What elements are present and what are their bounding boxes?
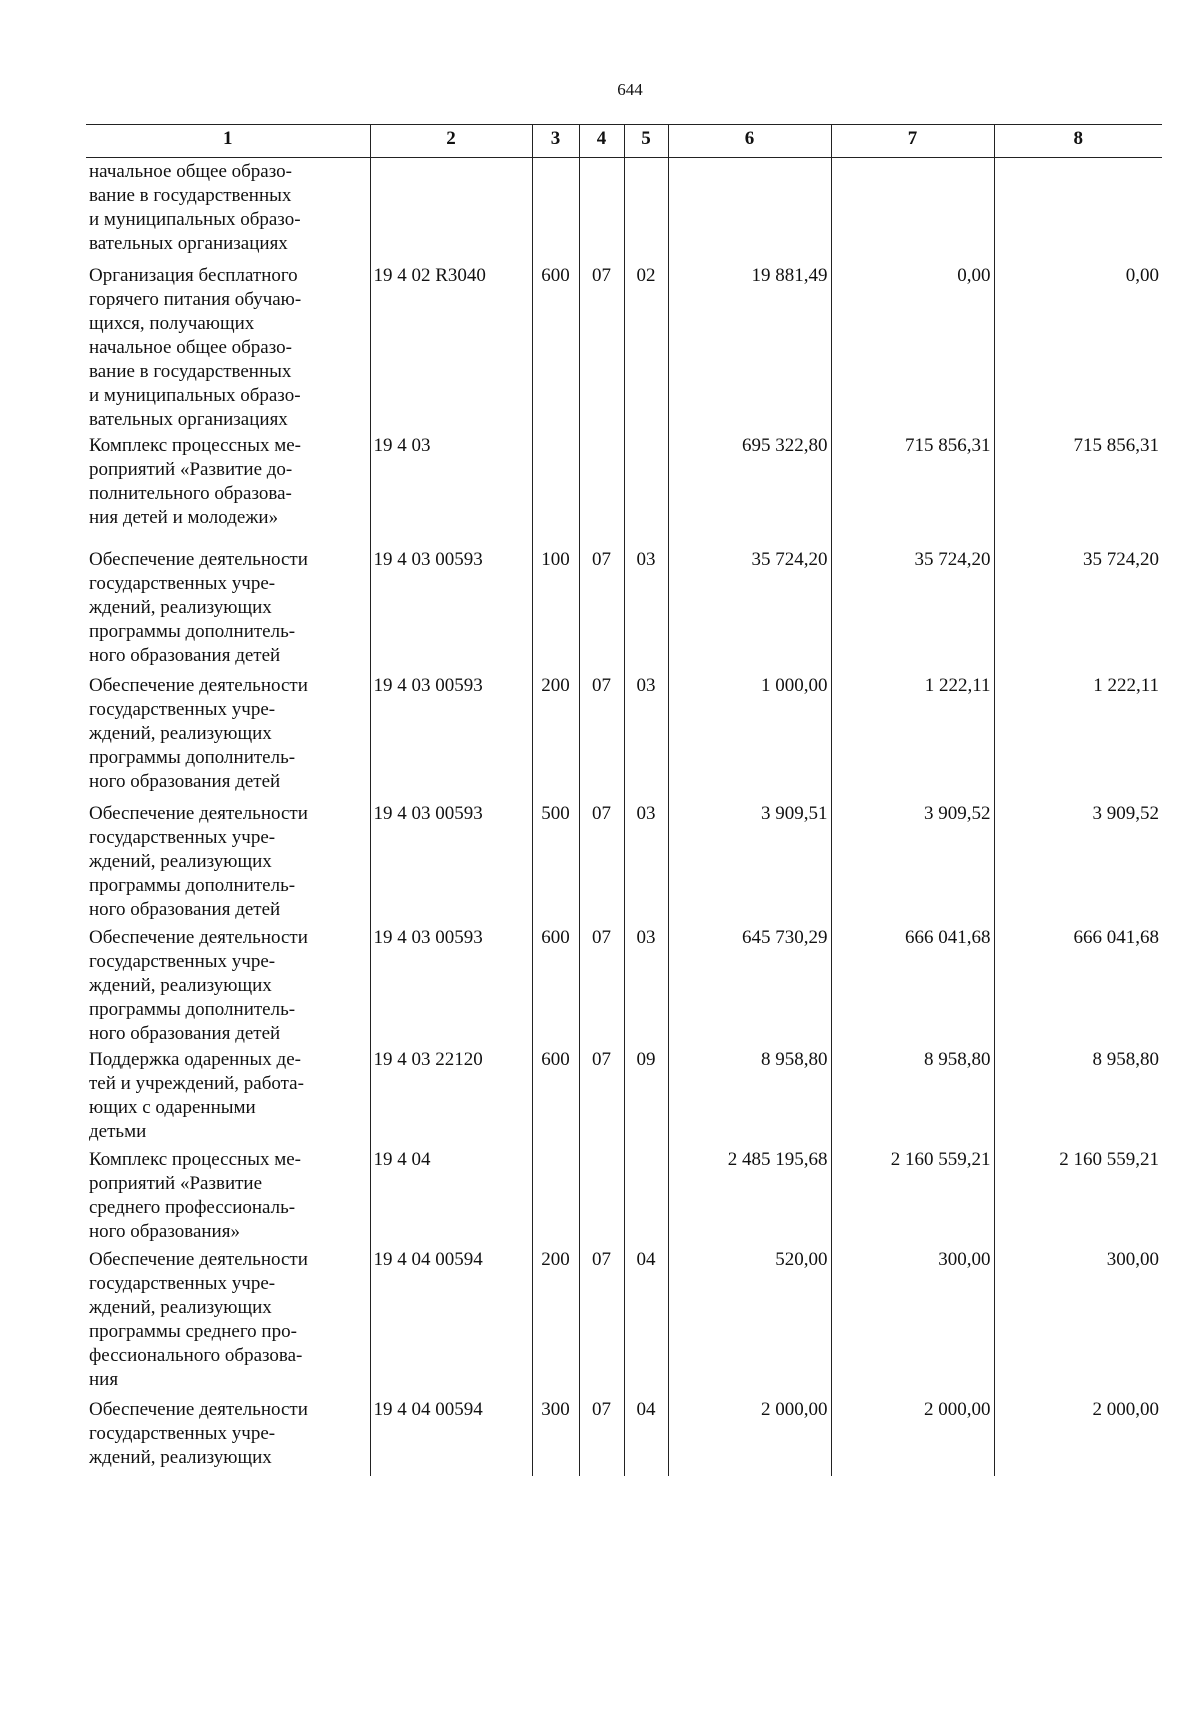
table-row [86,672,1162,800]
row-name-line: и муниципальных образо- [89,209,301,230]
row-col4-cell: 07 [579,1396,624,1476]
row-col3-cell: 200 [532,1246,579,1396]
row-col5-cell: 03 [624,924,668,1046]
row-col3-cell [532,158,579,262]
row-col6-cell: 1 000,00 [668,672,831,800]
row-col7-cell: 2 000,00 [831,1396,994,1476]
row-col4-cell: 07 [579,1046,624,1146]
row-code-cell: 19 4 04 00594 [370,1396,532,1476]
row-name-line: программы среднего про- [89,1320,297,1342]
row-col5-cell: 04 [624,1246,668,1396]
row-name-line: ждений, реализующих [89,974,272,996]
row-col5-cell: 03 [624,800,668,924]
row-name-line: государственных учре- [89,1272,276,1294]
row-col6-cell: 19 881,49 [668,262,831,432]
row-col8-cell: 0,00 [994,262,1162,432]
table-row [86,1396,1162,1476]
row-col8-cell: 300,00 [994,1246,1162,1396]
row-name-cell [86,546,370,672]
row-col5-cell: 03 [624,672,668,800]
row-col8-cell: 2 000,00 [994,1396,1162,1476]
column-header: 5 [624,125,668,158]
row-name-cell [86,1046,370,1146]
row-col7-cell: 715 856,31 [831,432,994,546]
row-col5-cell [624,1146,668,1246]
row-col7-cell: 3 909,52 [831,800,994,924]
row-name-line: ющих с одаренными [89,1096,256,1118]
row-name-line: государственных учре- [89,950,276,972]
row-code-cell: 19 4 03 00593 [370,800,532,924]
row-name-line: и муниципальных образо- [89,384,301,406]
row-name-line: ждений, реализующих [89,1296,272,1318]
row-name-line: ждений, реализующих [89,850,272,872]
row-name-line: Поддержка одаренных де- [89,1048,301,1070]
row-name-line: детьми [89,1120,147,1142]
table-row [86,1246,1162,1396]
row-name-line: программы дополнитель- [89,874,296,896]
row-col6-cell: 2 000,00 [668,1396,831,1476]
row-col8-cell: 8 958,80 [994,1046,1162,1146]
table-row [86,262,1162,432]
row-name-line: полнительного образова- [89,482,292,504]
row-name-cell [86,432,370,546]
row-name-cell [86,800,370,924]
row-col6-cell: 3 909,51 [668,800,831,924]
row-name-line: ного образования» [89,1220,240,1242]
row-name-cell [86,672,370,800]
row-col7-cell: 666 041,68 [831,924,994,1046]
row-name-line: щихся, получающих [89,312,255,334]
row-col5-cell: 04 [624,1396,668,1476]
row-col5-cell: 03 [624,546,668,672]
row-name-line: среднего профессиональ- [89,1196,296,1218]
column-header: 8 [994,125,1162,158]
row-col3-cell: 600 [532,262,579,432]
row-name-line: государственных учре- [89,698,276,720]
row-code-cell: 19 4 03 00593 [370,924,532,1046]
row-code-cell: 19 4 03 [370,432,532,546]
row-name-line: вательных организациях [89,408,288,430]
row-name-cell [86,924,370,1046]
row-name-line: ждений, реализующих [89,722,272,744]
row-name-line: государственных учре- [89,572,276,594]
row-name-line: Обеспечение деятельности [89,926,308,948]
row-col4-cell: 07 [579,262,624,432]
row-col7-cell [831,158,994,262]
row-col6-cell: 645 730,29 [668,924,831,1046]
row-col5-cell: 09 [624,1046,668,1146]
row-name-line: вание в государственных [89,360,292,382]
row-name-line: роприятий «Развитие [89,1172,263,1194]
row-code-cell: 19 4 03 00593 [370,546,532,672]
row-col8-cell: 666 041,68 [994,924,1162,1046]
row-name-line: Обеспечение деятельности [89,674,308,696]
row-name-line: программы дополнитель- [89,746,296,768]
table-row [86,800,1162,924]
table-row [86,1046,1162,1146]
budget-table [86,124,1162,1476]
row-col8-cell: 1 222,11 [994,672,1162,800]
row-col4-cell: 07 [579,546,624,672]
row-name-line: Обеспечение деятельности [89,802,308,824]
row-name-line: горячего питания обучаю- [89,288,302,310]
row-name-line: начальное общее образо- [89,161,292,182]
row-name-line: фессионального образова- [89,1344,303,1366]
row-col8-cell: 3 909,52 [994,800,1162,924]
row-name-line: ния [89,1368,119,1390]
row-col8-cell: 715 856,31 [994,432,1162,546]
row-name-line: Обеспечение деятельности [89,548,308,570]
table-row [86,546,1162,672]
row-col7-cell: 300,00 [831,1246,994,1396]
row-name-cell [86,1396,370,1476]
column-header: 4 [579,125,624,158]
row-name-line: Обеспечение деятельности [89,1398,308,1420]
row-col5-cell: 02 [624,262,668,432]
row-col8-cell: 2 160 559,21 [994,1146,1162,1246]
row-col4-cell [579,1146,624,1246]
row-col3-cell: 200 [532,672,579,800]
row-col4-cell [579,158,624,262]
row-col6-cell: 35 724,20 [668,546,831,672]
row-name-cell [86,1146,370,1246]
row-name-line: Комплекс процессных ме- [89,434,301,456]
page-number: 644 [617,80,643,99]
row-col3-cell [532,432,579,546]
row-code-cell: 19 4 04 00594 [370,1246,532,1396]
row-name-line: Обеспечение деятельности [89,1248,308,1270]
row-name-line: роприятий «Развитие до- [89,458,293,480]
table-row [86,1146,1162,1246]
row-name-line: ного образования детей [89,770,281,792]
row-col4-cell [579,432,624,546]
row-name-line: тей и учреждений, работа- [89,1072,304,1094]
row-col6-cell: 520,00 [668,1246,831,1396]
row-col6-cell [668,158,831,262]
row-col6-cell: 2 485 195,68 [668,1146,831,1246]
row-name-line: ного образования детей [89,898,281,920]
row-name-line: начальное общее образо- [89,336,292,358]
row-col3-cell: 600 [532,1046,579,1146]
row-name-line: Комплекс процессных ме- [89,1148,301,1170]
row-name-line: вание в государственных [89,185,292,206]
row-name-line: вательных организациях [89,233,288,254]
row-col4-cell: 07 [579,672,624,800]
row-col7-cell: 0,00 [831,262,994,432]
row-name-line: ждений, реализующих [89,1446,272,1468]
table-row [86,924,1162,1046]
row-name-line: программы дополнитель- [89,998,296,1020]
row-name-line: ного образования детей [89,1022,281,1044]
column-header: 7 [831,125,994,158]
row-code-cell [370,158,532,262]
column-header: 2 [370,125,532,158]
row-name-line: государственных учре- [89,826,276,848]
row-col3-cell: 300 [532,1396,579,1476]
row-col7-cell: 2 160 559,21 [831,1146,994,1246]
row-col7-cell: 1 222,11 [831,672,994,800]
row-col4-cell: 07 [579,800,624,924]
row-name-cell [86,262,370,432]
row-col3-cell: 600 [532,924,579,1046]
table-row [86,158,1162,262]
row-col4-cell: 07 [579,924,624,1046]
row-name-cell [86,158,370,262]
row-name-line: программы дополнитель- [89,620,296,642]
row-col3-cell: 500 [532,800,579,924]
row-name-line: ного образования детей [89,644,281,666]
column-header: 1 [86,125,370,158]
row-name-line: государственных учре- [89,1422,276,1444]
row-name-cell [86,1246,370,1396]
row-col8-cell: 35 724,20 [994,546,1162,672]
column-header: 3 [532,125,579,158]
row-col3-cell [532,1146,579,1246]
row-code-cell: 19 4 02 R3040 [370,262,532,432]
table-body [86,158,1162,1476]
row-col3-cell: 100 [532,546,579,672]
row-name-line: ния детей и молодежи» [89,506,279,528]
row-name-line: Организация бесплатного [89,264,298,286]
column-header: 6 [668,125,831,158]
row-col7-cell: 35 724,20 [831,546,994,672]
row-col6-cell: 8 958,80 [668,1046,831,1146]
row-col7-cell: 8 958,80 [831,1046,994,1146]
table-row [86,432,1162,546]
row-col5-cell [624,432,668,546]
row-col6-cell: 695 322,80 [668,432,831,546]
header-row [86,125,1162,158]
row-col4-cell: 07 [579,1246,624,1396]
row-name-line: ждений, реализующих [89,596,272,618]
row-col8-cell [994,158,1162,262]
row-code-cell: 19 4 04 [370,1146,532,1246]
row-code-cell: 19 4 03 22120 [370,1046,532,1146]
row-code-cell: 19 4 03 00593 [370,672,532,800]
row-col5-cell [624,158,668,262]
